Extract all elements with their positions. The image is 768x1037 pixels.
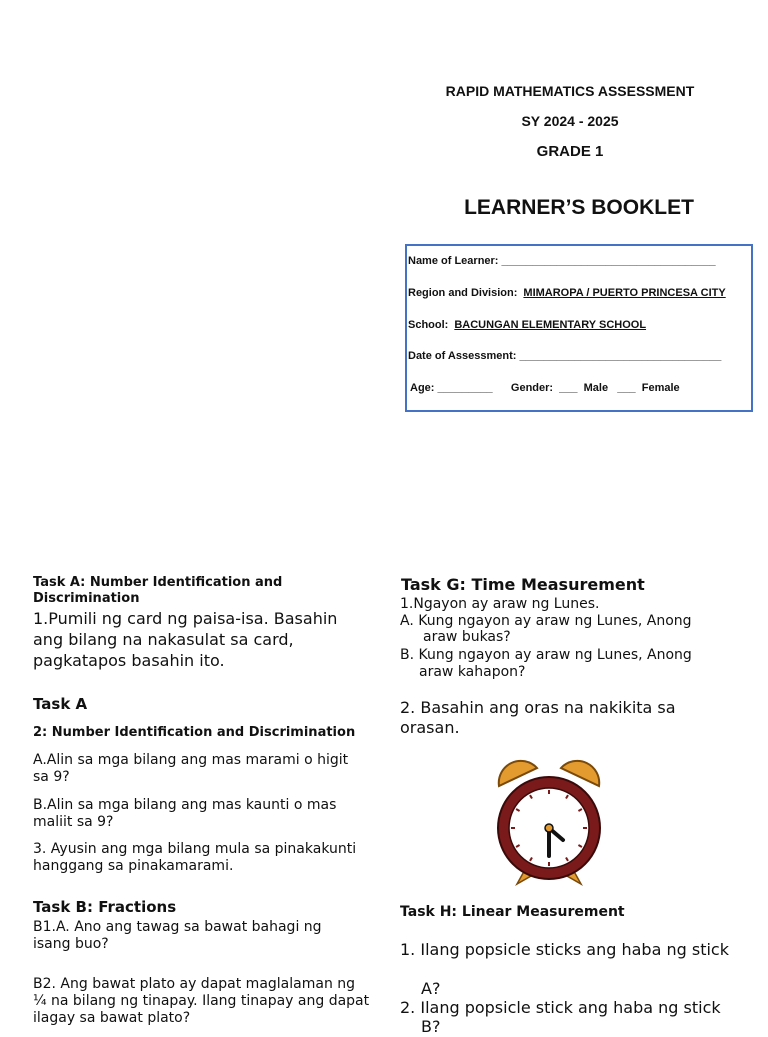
- taskG-title: Task G: Time Measurement: [401, 575, 645, 594]
- taskA2-question-b: B.Alin sa mga bilang ang mas kaunti o mas maliit sa 9?: [33, 797, 337, 830]
- region-label: Region and Division:: [408, 287, 518, 299]
- age-gender-field: Age: _________ Gender: ___ Male ___ Female: [410, 382, 680, 394]
- learner-name-field: Name of Learner: ___________________________________: [408, 255, 716, 267]
- region-division-field: [408, 287, 726, 299]
- taskA2-heading: Task A: [33, 695, 88, 713]
- taskG-question-a-cont: araw bukas?: [423, 629, 511, 645]
- taskH-item1: 1. Ilang popsicle sticks ang haba ng stick: [400, 940, 729, 959]
- taskH-item2: 2. Ilang popsicle stick ang haba ng stick: [400, 998, 721, 1017]
- taskA2-question-a: A.Alin sa mga bilang ang mas marami o higit sa 9?: [33, 752, 349, 785]
- school-year: SY 2024 - 2025: [521, 113, 619, 129]
- school-value: BACUNGAN ELEMENTARY SCHOOL: [454, 319, 647, 331]
- booklet-title: LEARNER’S BOOKLET: [464, 196, 694, 219]
- taskG-question-b-cont: araw kahapon?: [419, 664, 526, 680]
- taskA2-subheading: 2: Number Identification and Discrimination: [33, 725, 356, 740]
- assessment-title: RAPID MATHEMATICS ASSESSMENT: [445, 83, 695, 99]
- taskG-question-a: A. Kung ngayon ay araw ng Lunes, Anong: [400, 613, 692, 629]
- alarm-clock-icon: [493, 758, 605, 888]
- taskH-item2-cont: B?: [421, 1017, 441, 1036]
- school-field: [408, 319, 646, 331]
- taskB-item2: B2. Ang bawat plato ay dapat maglalaman ng ¼ na bilang ng tinapay. Ilang tinapay ang dapat ilagay sa bawat plato?: [33, 976, 370, 1026]
- taskA-item1: 1.Pumili ng card ng paisa-isa. Basahin ang bilang na nakasulat sa card, pagkatapos basahin ito.: [33, 609, 338, 670]
- region-value: MIMAROPA / PUERTO PRINCESA CITY: [523, 287, 726, 299]
- taskA-title: Task A: Number Identification and Discrimination: [33, 575, 283, 606]
- taskG-item1: 1.Ngayon ay araw ng Lunes.: [400, 596, 600, 612]
- school-label: School:: [408, 319, 449, 331]
- grade-level: GRADE 1: [536, 143, 604, 160]
- taskH-title: Task H: Linear Measurement: [400, 904, 625, 920]
- taskG-question-b: B. Kung ngayon ay araw ng Lunes, Anong: [400, 647, 692, 663]
- assessment-date-field: Date of Assessment: _________________________________: [408, 350, 722, 362]
- taskB-title: Task B: Fractions: [33, 898, 177, 916]
- learner-info-box: [405, 244, 753, 412]
- taskA2-item3: 3. Ayusin ang mga bilang mula sa pinakakunti hanggang sa pinakamarami.: [33, 841, 357, 874]
- taskG-item2: 2. Basahin ang oras na nakikita sa orasan.: [400, 698, 676, 737]
- taskH-item1-cont: A?: [421, 979, 441, 998]
- taskB-item1: B1.A. Ano ang tawag sa bawat bahagi ng isang buo?: [33, 919, 322, 952]
